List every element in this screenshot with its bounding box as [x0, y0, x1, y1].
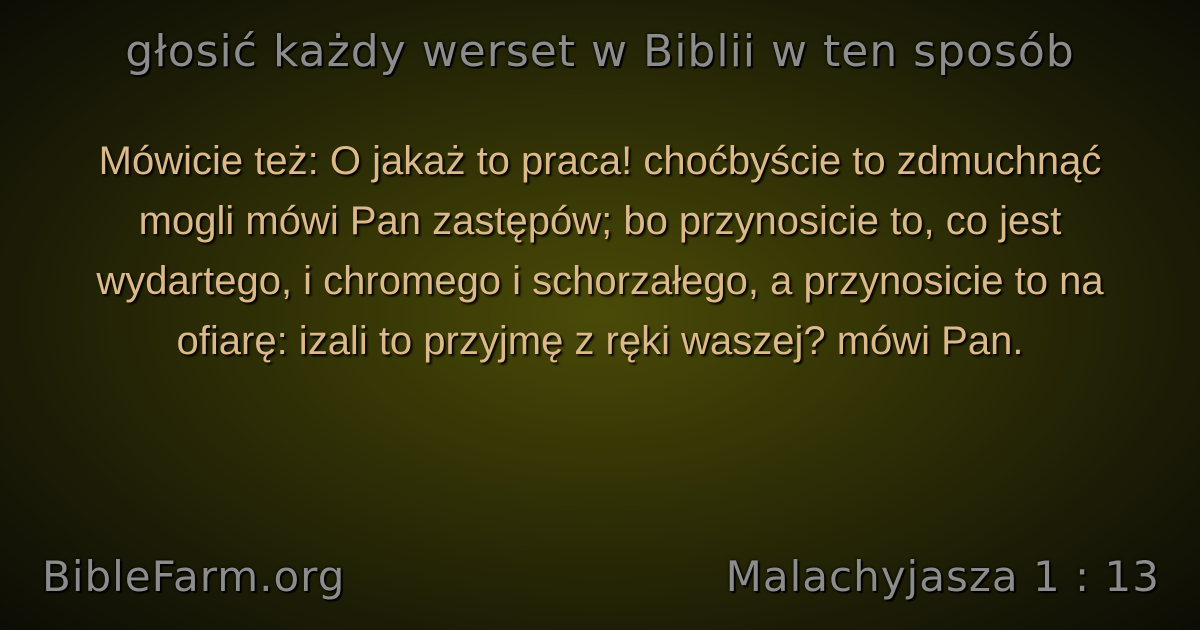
header-title: głosić każdy werset w Biblii w ten sposób [125, 26, 1075, 77]
site-name: BibleFarm.org [42, 552, 346, 601]
verse-reference: Malachyjasza 1 : 13 [725, 552, 1160, 601]
verse-text: Mówicie też: O jakaż to praca! choćbyście to zdmuchnąć mogli mówi Pan zastępów; bo przynosicie to, co jest wydartego, i chromego i schorzałego, a przynosicie to na ofiarę: izali to przyjmę z ręki waszej? mówi Pan. [96, 139, 1104, 363]
